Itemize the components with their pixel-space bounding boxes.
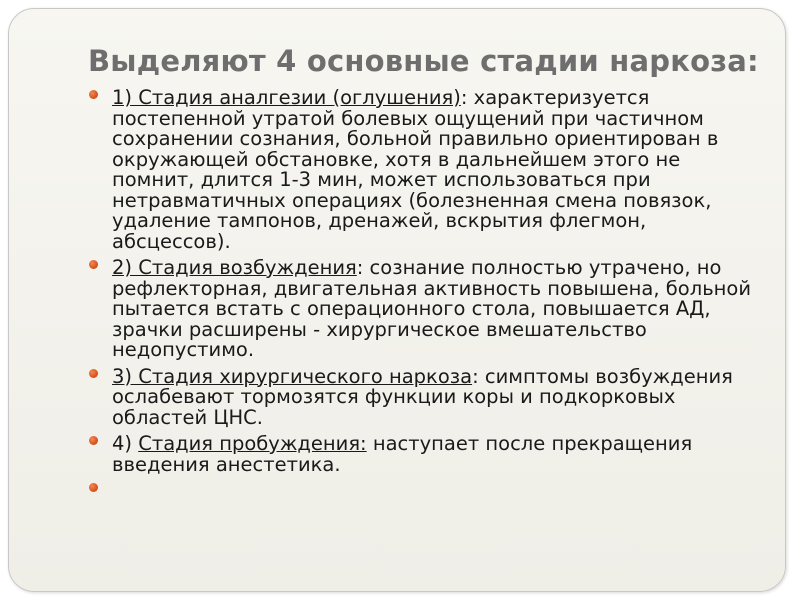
bullet-stage-4 [88, 434, 768, 475]
bullet-dot-icon [89, 483, 98, 492]
stage-4-name: Стадия пробуждения: [138, 432, 367, 455]
bullet-dot-icon [89, 369, 98, 378]
bullet-stage-1 [88, 88, 768, 252]
bullet-empty [88, 481, 768, 502]
stage-3-name: 3) Стадия хирургического наркоза [112, 364, 473, 388]
stage-2-description: : сознание полностью утрачено, но рефлекторная, двигательная активность повышена, больной пытается встать с операционного стола, повышается АД, зрачки расширены - хирургическое вмешательство недопустимо. [112, 256, 752, 361]
bullet-stage-3 [88, 364, 768, 429]
bullet-stage-2 [88, 258, 768, 361]
bullet-dot-icon [89, 260, 98, 269]
stage-4-lead: 4) [112, 432, 139, 455]
stage-1-name: 1) Стадия аналгезии (оглушения) [112, 86, 461, 109]
stage-2-name: 2) Стадия возбуждения [112, 256, 357, 279]
slide-title: Выделяют 4 основные стадии наркоза: [88, 44, 759, 78]
stage-4-description: наступает после прекращения введения анестетика. [112, 432, 693, 476]
bullet-list [88, 88, 768, 508]
bullet-dot-icon [89, 90, 98, 99]
stage-3-description: : симптомы возбуждения ослабевают тормозятся функции коры и подкорковых областей ЦНС. [112, 364, 733, 429]
stage-1-description: : характеризуется постепенной утратой болевых ощущений при частичном сохранении сознания, больной правильно ориентирован в окружающей обстановке, хотя в дальнейшем этого не помнит, длится 1-3 мин, может использоваться при нетравматичных операциях (болезненная смена повязок, удаление тампонов, дренажей, вскрытия флегмон, абсцессов). [112, 86, 719, 253]
bullet-dot-icon [89, 436, 98, 445]
